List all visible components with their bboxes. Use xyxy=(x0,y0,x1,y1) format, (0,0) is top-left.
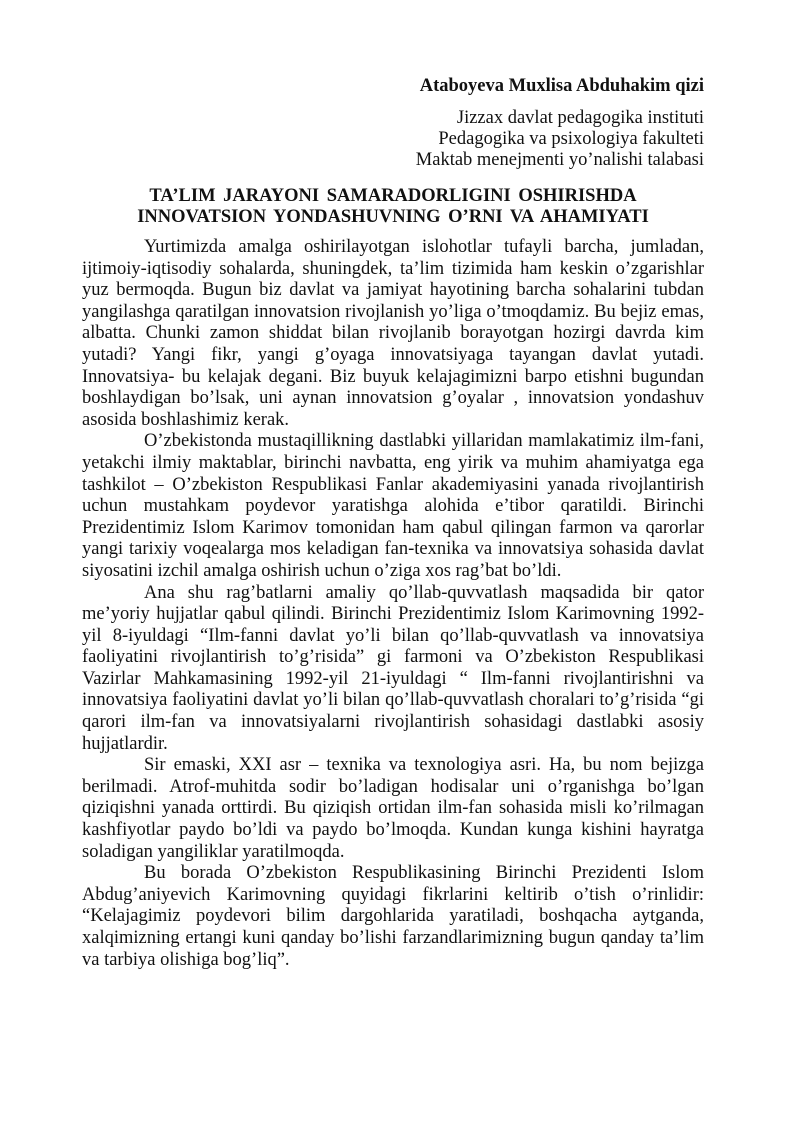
title-line-1: TA’LIM JARAYONI SAMARADORLIGINI OSHIRISHDA xyxy=(149,186,637,206)
affiliation-faculty: Pedagogika va psixologiya fakulteti xyxy=(438,129,704,149)
paragraph-1: Yurtimizda amalga oshirilayotgan islohotlar tufayli barcha, jumladan, ijtimoiy-iqtisodiy sohalarda, shuningdek, ta’lim tizimida ham keskin o’zgarishlar yuz bermoqda. Bugun biz davlat va jamiyat hayotining barcha sohalarini tubdan yangilashga qaratilgan innovatsion rivojlanish yo’liga o’tmoqdamiz. Bu bejiz emas, albatta. Chunki zamon shiddat bilan rivojlanib borayotgan hozirgi davrda kim yutadi? Yangi fikr, yangi g’oyaga innovatsiyaga tayangan davlat yutadi. Innovatsiya- bu kelajak degani. Biz buyuk kelajagimizni barpo etishni bugundan boshlaydigan bo’lsak, uni aynan innovatsion g’oyalar , innovatsion yondashuv asosida boshlashimiz kerak. xyxy=(82,237,704,430)
document-page xyxy=(82,73,704,971)
paragraph-2: O’zbekistonda mustaqillikning dastlabki yillaridan mamlakatimiz ilm-fani, yetakchi ilmiy maktablar, birinchi navbatta, eng yirik va muhim ahamiyatga ega tashkilot – O’zbekiston Respublikasi Fanlar akademiyasini yanada rivojlantirish uchun mustahkam poydevor yaratishga alohida e’tibor qaratildi. Birinchi Prezidentimiz Islom Karimov tomonidan ham qabul qilingan farmon va qarorlar yangi tarixiy voqealarga mos keladigan fan-texnika va innovatsiya sohasida davlat siyosatini izchil amalga oshirish uchun o’ziga xos rag’bat bo’ldi. xyxy=(82,431,704,581)
paragraph-3: Ana shu rag’batlarni amaliy qo’llab-quvvatlash maqsadida bir qator me’yoriy hujjatlar qabul qilindi. Birinchi Prezidentimiz Islom Karimovning 1992-yil 8-iyuldagi “Ilm-fanni davlat yo’li bilan qo’llab-quvvatlash va innovatsiya faoliyatini rivojlantirish to’g’risida” gi farmoni va O’zbekiston Respublikasi Vazirlar Mahkamasining 1992-yil 21-iyuldagi “ Ilm-fanni rivojlantirishni va innovatsiya faoliyatini davlat yo’li bilan qo’llab-quvvatlash choralari to’g’risida “gi qarori ilm-fan va innovatsiyalarni rivojlantirish sohasidagi dastlabki asosiy hujjatlardir. xyxy=(82,582,704,754)
article-title xyxy=(82,186,704,228)
affiliation-program: Maktab menejmenti yo’nalishi talabasi xyxy=(415,150,704,170)
title-line-2: INNOVATSION YONDASHUVNING O’RNI VA AHAMIYATI xyxy=(137,207,649,227)
paragraph-5: Bu borada O’zbekiston Respublikasining Birinchi Prezidenti Islom Abdug’aniyevich Karimovning quyidagi fikrlarini keltirib o’tish o’rinlidir: “Kelajagimiz poydevori bilim dargohlarida yaratiladi, boshqacha aytganda, xalqimizning ertangi kuni qanday bo’lishi farzandlarimizning bugun qanday ta’lim va tarbiya olishiga bog’liq”. xyxy=(82,863,704,970)
affiliation-institute: Jizzax davlat pedagogika instituti xyxy=(456,108,704,128)
author-name: Ataboyeva Muxlisa Abduhakim qizi xyxy=(419,76,704,96)
paragraph-4: Sir emaski, XXI asr – texnika va texnologiya asri. Ha, bu nom bejizga berilmadi. Atrof-muhitda sodir bo’ladigan hodisalar uni o’rganishga bo’lgan qiziqishni yanada orttirdi. Bu qiziqish ortidan ilm-fan sohasida misli ko’rilmagan kashfiyotlar paydo bo’ldi va paydo bo’lmoqda. Kundan kunga kishini hayratga soladigan yangiliklar yaratilmoqda. xyxy=(82,755,704,862)
